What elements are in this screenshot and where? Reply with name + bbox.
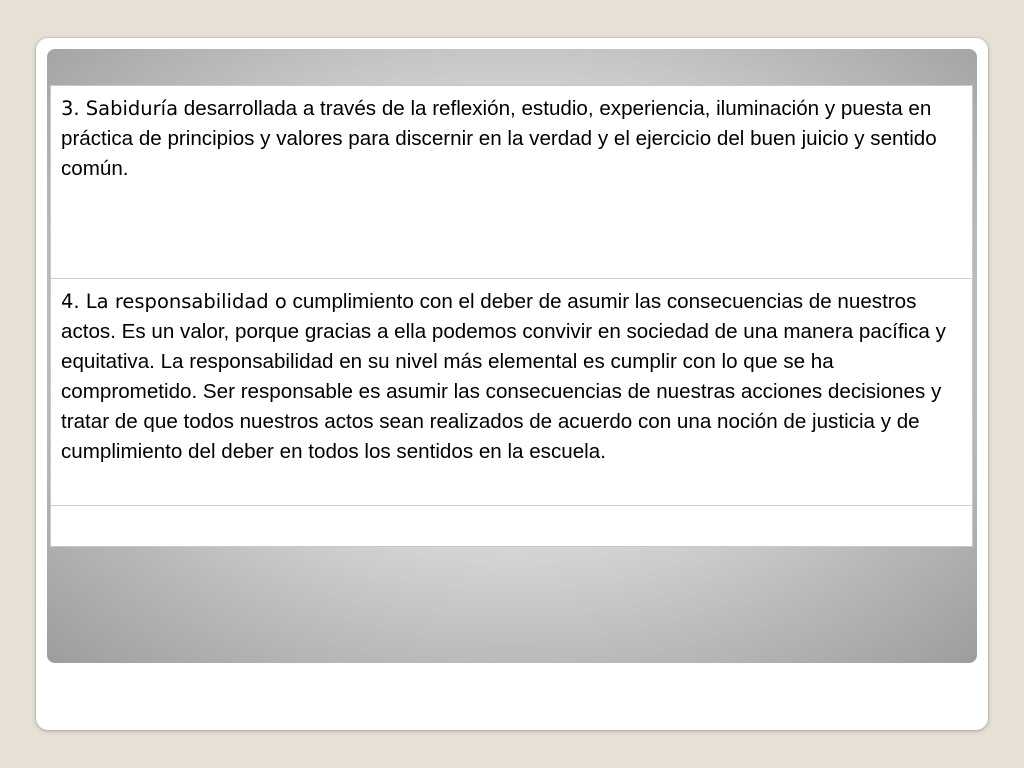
paragraph-body: cumplimiento con el deber de asumir las consecuencias de nuestros actos. Es un valor, porque gracias a ella podemos convivir en sociedad de una manera pacífica y equitativa. La responsabilidad en su nivel más elemental es cumplir con lo que se ha comprometido. Ser responsable es asumir las consecuencias de nuestras acciones decisiones y tratar de que todos nuestros actos sean realizados de acuerdo con una noción de justicia y de cumplimiento del deber en todos los sentidos en la escuela.: [61, 290, 946, 463]
paragraph-empty: [51, 506, 972, 514]
table-row: [51, 86, 972, 279]
table-row: [51, 506, 972, 547]
paragraph-sabiduria: [51, 86, 972, 184]
paragraph-lead: 4. La responsabilidad o: [61, 290, 287, 313]
paragraph-lead: 3. Sabiduría: [61, 97, 179, 120]
paragraph-body: desarrollada a través de la reflexión, estudio, experiencia, iluminación y puesta en práctica de principios y valores para discernir en la verdad y el ejercicio del buen juicio y sentido común.: [61, 97, 937, 180]
table-cell: [51, 279, 972, 506]
table-row: [51, 279, 972, 506]
table-cell: [51, 86, 972, 279]
table-cell-empty: [51, 506, 972, 547]
text-table: [51, 86, 972, 546]
paragraph-responsabilidad: [51, 279, 972, 467]
